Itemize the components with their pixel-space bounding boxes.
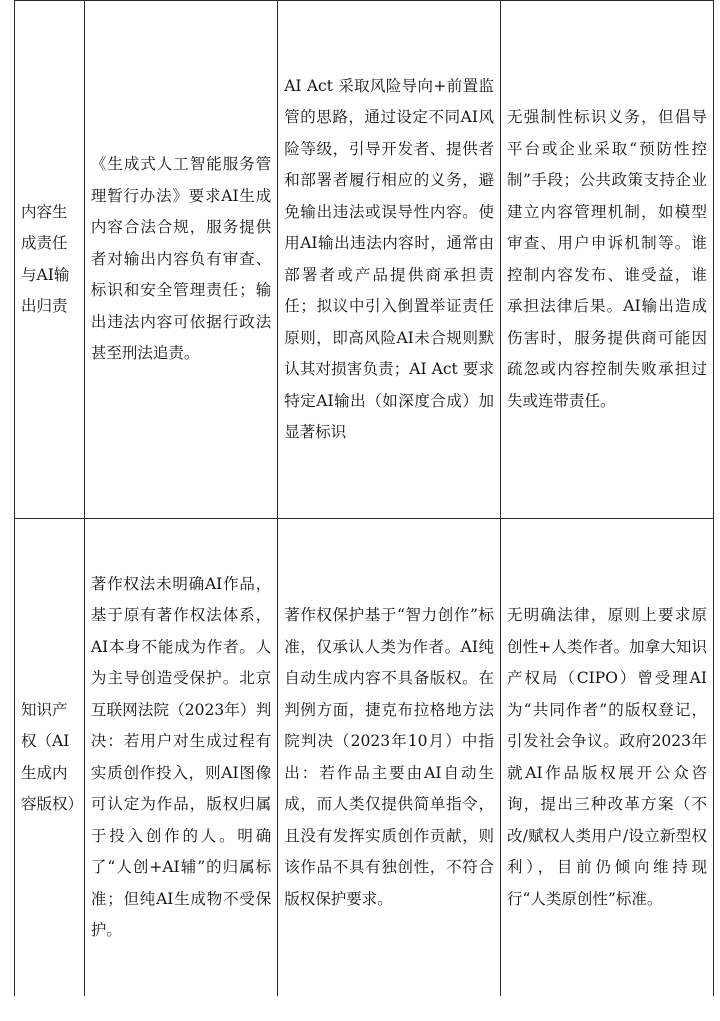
cell-china: 著作权法未明确AI作品，基于原有著作权法体系，AI本身不能成为作者。人为主导创造受保护。北京互联网法院（2023年）判决：若用户对生成过程有实质创作投入，则AI图像可认定为作品，版权归属于投入创作的人。明确了“人创+AI辅”的归属标准；但纯AI生成物不受保护。 — [84, 519, 277, 997]
table-row — [15, 519, 714, 997]
page-bottom-margin — [0, 996, 720, 1021]
table-row — [15, 1, 714, 519]
cell-canada: 无强制性标识义务，但倡导平台或企业采取“预防性控制”手段；公共政策支持企业建立内容管理机制，如模型审查、用户申诉机制等。谁控制内容发布、谁受益，谁承担法律后果。AI输出造成伤害时，服务提供商可能因疏忽或内容控制失败承担过失或连带责任。 — [501, 1, 714, 519]
cell-china: 《生成式人工智能服务管理暂行办法》要求AI生成内容合法合规，服务提供者对输出内容负有审查、标识和安全管理责任；输出违法内容可依据行政法甚至刑法追责。 — [84, 1, 277, 519]
cell-canada: 无明确法律，原则上要求原创性+人类作者。加拿大知识产权局（CIPO）曾受理AI为“共同作者”的版权登记，引发社会争议。政府2023年就AI作品版权展开公众咨询，提出三种改革方案（不改/赋权人类用户/设立新型权利），目前仍倾向维持现行“人类原创性”标准。 — [501, 519, 714, 997]
cell-eu: AI Act 采取风险导向+前置监管的思路，通过设定不同AI风险等级，引导开发者、提供者和部署者履行相应的义务，避免输出违法或误导性内容。使用AI输出违法内容时，通常由部署者或产品提供商承担责任；拟议中引入倒置举证责任原则，即高风险AI未合规则默认其对损害负责；AI Act 要求特定AI输出（如深度合成）加显著标识 — [278, 1, 501, 519]
row-category-ip-copyright: 知识产权（AI生成内容版权） — [15, 519, 85, 997]
row-category-content-liability: 内容生成责任与AI输出归责 — [15, 1, 85, 519]
comparison-table — [14, 0, 714, 997]
cell-eu: 著作权保护基于“智力创作”标准，仅承认人类为作者。AI纯自动生成内容不具备版权。在判例方面，捷克布拉格地方法院判决（2023年10月）中指出：若作品主要由AI自动生成，而人类仅提供简单指令，且没有发挥实质创作贡献，则该作品不具有独创性，不符合版权保护要求。 — [278, 519, 501, 997]
